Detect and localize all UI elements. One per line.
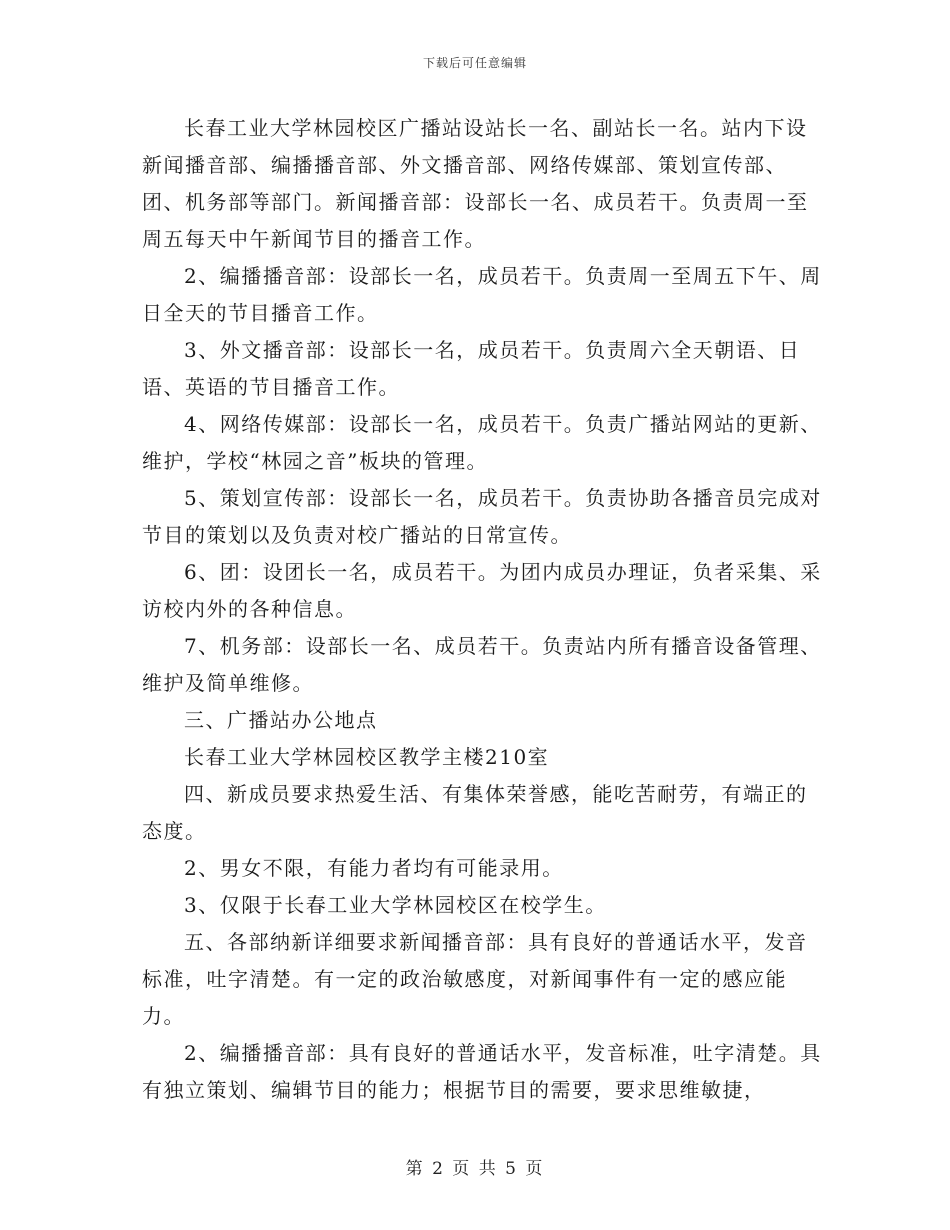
paragraph-editing-requirements: 2、编播播音部：具有良好的普通话水平，发音标准，吐字清楚。具有独立策划、编辑节目的能力；根据节目的需要，要求思维敏捷， [142,1041,822,1102]
paragraph-gender: 2、男女不限，有能力者均有可能录用。 [184,856,564,880]
paragraph-eligibility: 3、仅限于长春工业大学林园校区在校学生。 [184,893,607,917]
paragraph-group: 6、团：设团长一名，成员若干。为团内成员办理证，负者采集、采访校内外的各种信息。 [142,560,822,621]
paragraph-network-dept: 4、网络传媒部：设部长一名，成员若干。负责广播站网站的更新、维护，学校“林园之音”板块的管理。 [142,412,822,473]
section-heading-office: 三、广播站办公地点 [184,708,378,732]
page-number: 第 2 页 共 5 页 [405,1159,545,1179]
paragraph-planning-dept: 5、策划宣传部：设部长一名，成员若干。负责协助各播音员完成对节目的策划以及负责对校广播站的日常宣传。 [142,486,822,547]
page-header: 下载后可任意编辑 [422,56,527,70]
paragraph-requirements: 四、新成员要求热爱生活、有集体荣誉感，能吃苦耐劳，有端正的态度。 [142,782,808,843]
paragraph-foreign-dept: 3、外文播音部：设部长一名，成员若干。负责周六全天朝语、日语、英语的节目播音工作。 [142,338,801,399]
paragraph-editing-dept: 2、编播播音部：设部长一名，成员若干。负责周一至周五下午、周日全天的节目播音工作。 [142,264,822,325]
document-body [142,110,822,1109]
paragraph-organization: 长春工业大学林园校区广播站设站长一名、副站长一名。站内下设新闻播音部、编播播音部、外文播音部、网络传媒部、策划宣传部、团、机务部等部门。新闻播音部：设部长一名、成员若干。负责周一至周五每天中午新闻节目的播音工作。 [142,116,809,251]
paragraph-news-requirements: 五、各部纳新详细要求新闻播音部：具有良好的普通话水平，发音标准，吐字清楚。有一定的政治敏感度，对新闻事件有一定的感应能力。 [142,930,808,1028]
paragraph-machine-dept: 7、机务部：设部长一名、成员若干。负责站内所有播音设备管理、维护及简单维修。 [142,634,822,695]
paragraph-office-location: 长春工业大学林园校区教学主楼210室 [184,745,550,769]
